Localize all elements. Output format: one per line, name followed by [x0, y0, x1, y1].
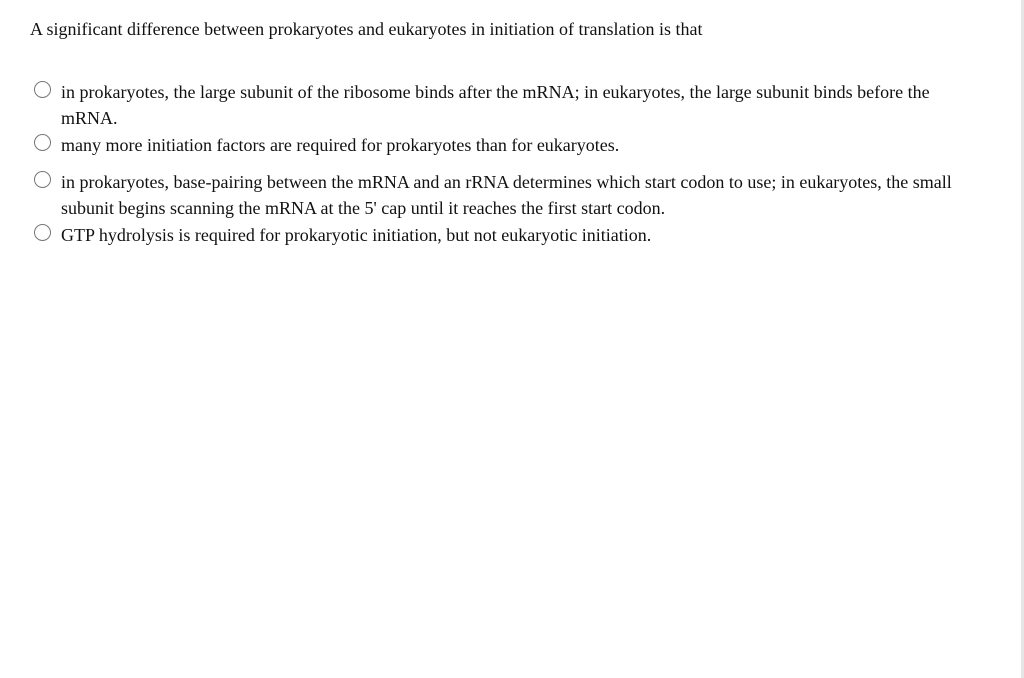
answer-option-1[interactable]	[34, 79, 984, 131]
radio-button-3[interactable]	[34, 171, 51, 188]
radio-button-1[interactable]	[34, 81, 51, 98]
answer-option-3-label: in prokaryotes, base-pairing between the mRNA and an rRNA determines which start codon to use; in eukaryotes, the small subunit begins scanning the mRNA at the 5' cap until it reaches the first start codon.	[61, 172, 952, 218]
answer-option-2[interactable]	[34, 132, 984, 158]
answer-option-4[interactable]	[34, 222, 984, 248]
answer-option-1-label: in prokaryotes, the large subunit of the ribosome binds after the mRNA; in eukaryotes, the large subunit binds before the mRNA.	[61, 82, 930, 128]
radio-button-2[interactable]	[34, 134, 51, 151]
answer-option-2-label: many more initiation factors are required for prokaryotes than for eukaryotes.	[61, 135, 620, 155]
answer-option-4-label: GTP hydrolysis is required for prokaryotic initiation, but not eukaryotic initiation.	[61, 225, 652, 245]
answer-option-3[interactable]	[34, 169, 984, 221]
question-text: A significant difference between prokaryotes and eukaryotes in initiation of translation is that	[30, 19, 703, 39]
radio-button-4[interactable]	[34, 224, 51, 241]
